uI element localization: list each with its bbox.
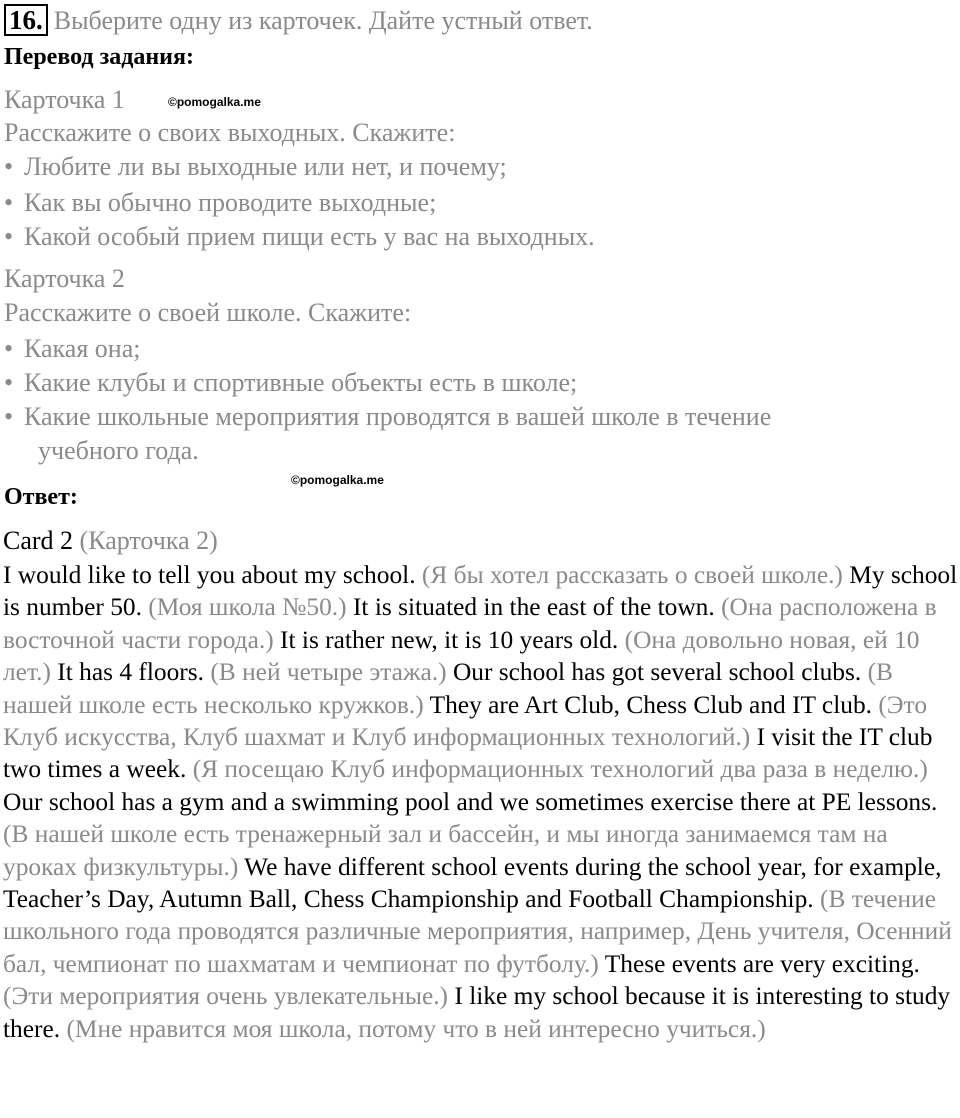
answer-ru: (В течение школьного года проводятся различные мероприятия, например, День учителя, Осенний бал, чемпионат по шахматам и чемпионат по футболу.) [3, 885, 952, 978]
watermark: ©pomogalka.me [291, 473, 384, 487]
card1-title: Карточка 1 [4, 85, 125, 114]
bullet-icon: • [4, 402, 14, 431]
task-line [4, 4, 593, 36]
card2-title: Карточка 2 [4, 264, 125, 293]
task-instruction: Выберите одну из карточек. Дайте устный ответ. [53, 6, 593, 35]
answer-ru: (Я бы хотел рассказать о своей школе.) [421, 561, 843, 589]
answer-ru: (Мне нравится моя школа, потому что в ней интересно учиться.) [66, 1014, 766, 1043]
card2-item: • Какие клубы и спортивные объекты есть в школе; [4, 368, 578, 397]
answer-ru: (В ней четыре этажа.) [210, 658, 447, 687]
answer-en: It is situated in the east of the town. [352, 593, 715, 622]
translation-header: Перевод задания: [4, 44, 194, 70]
bullet-icon: • [4, 188, 14, 217]
card1-intro: Расскажите о своих выходных. Скажите: [4, 118, 456, 147]
task-number: 16. [4, 4, 48, 36]
answer-en: Our school has a gym and a swimming pool and we sometimes exercise there at PE lessons. [3, 787, 938, 816]
answer-en: We have different school events during the school year, for example, Teacher’s Day, Autumn Ball, Chess Championship and Football Championship. [3, 852, 942, 914]
bullet-icon: • [4, 222, 14, 251]
card1-item: • Любите ли вы выходные или нет, и почему; [4, 152, 507, 181]
answer-ru: (Я посещаю Клуб информационных технологий два раза в неделю.) [192, 755, 928, 784]
card2-item-continuation: учебного года. [38, 436, 199, 465]
answer-en: I would like to tell you about my school. [3, 561, 416, 589]
answer-header: Ответ: [4, 484, 78, 510]
watermark: ©pomogalka.me [168, 95, 261, 109]
card2-intro: Расскажите о своей школе. Скажите: [4, 298, 412, 327]
answer-en: I visit the IT club two times a week. [3, 723, 933, 784]
answer-ru: (В нашей школе есть тренажерный зал и бассейн, и мы иногда занимаемся там на уроках физкультуры.) [3, 820, 888, 881]
answer-ru: (Эти мероприятия очень увлекательные.) [3, 982, 449, 1011]
answer-ru: (В нашей школе есть несколько кружков.) [3, 658, 893, 719]
card2-item: • Какие школьные мероприятия проводятся в вашей школе в течение [4, 402, 772, 431]
answer-ru: (Это Клуб искусства, Клуб шахмат и Клуб информационных технологий.) [3, 690, 928, 752]
answer-en: They are Art Club, Chess Club and IT club. [429, 690, 872, 719]
bullet-icon: • [4, 152, 14, 181]
answer-ru: (Моя школа №50.) [148, 593, 347, 622]
card1-item: • Какой особый прием пищи есть у вас на выходных. [4, 222, 595, 251]
answer-en: These events are very exciting. [604, 949, 920, 978]
answer-ru: (Она расположена в восточной части города.) [3, 593, 937, 654]
bullet-icon: • [4, 334, 14, 363]
answer-en: Our school has got several school clubs. [452, 658, 862, 687]
answer-en: I like my school because it is interesting to study there. [3, 982, 951, 1043]
bullet-icon: • [4, 368, 14, 397]
answer-card-en: Card 2 [3, 526, 74, 555]
card2-item: • Какая она; [4, 334, 141, 363]
answer-card-line [3, 526, 218, 556]
card1-item: • Как вы обычно проводите выходные; [4, 188, 437, 217]
answer-text [3, 559, 960, 1045]
answer-en: My school is number 50. [3, 561, 958, 622]
answer-card-ru: (Карточка 2) [79, 526, 218, 555]
answer-ru: (Она довольно новая, ей 10 лет.) [3, 625, 920, 687]
answer-en: It is rather new, it is 10 years old. [280, 625, 619, 654]
answer-en: It has 4 floors. [57, 658, 204, 687]
